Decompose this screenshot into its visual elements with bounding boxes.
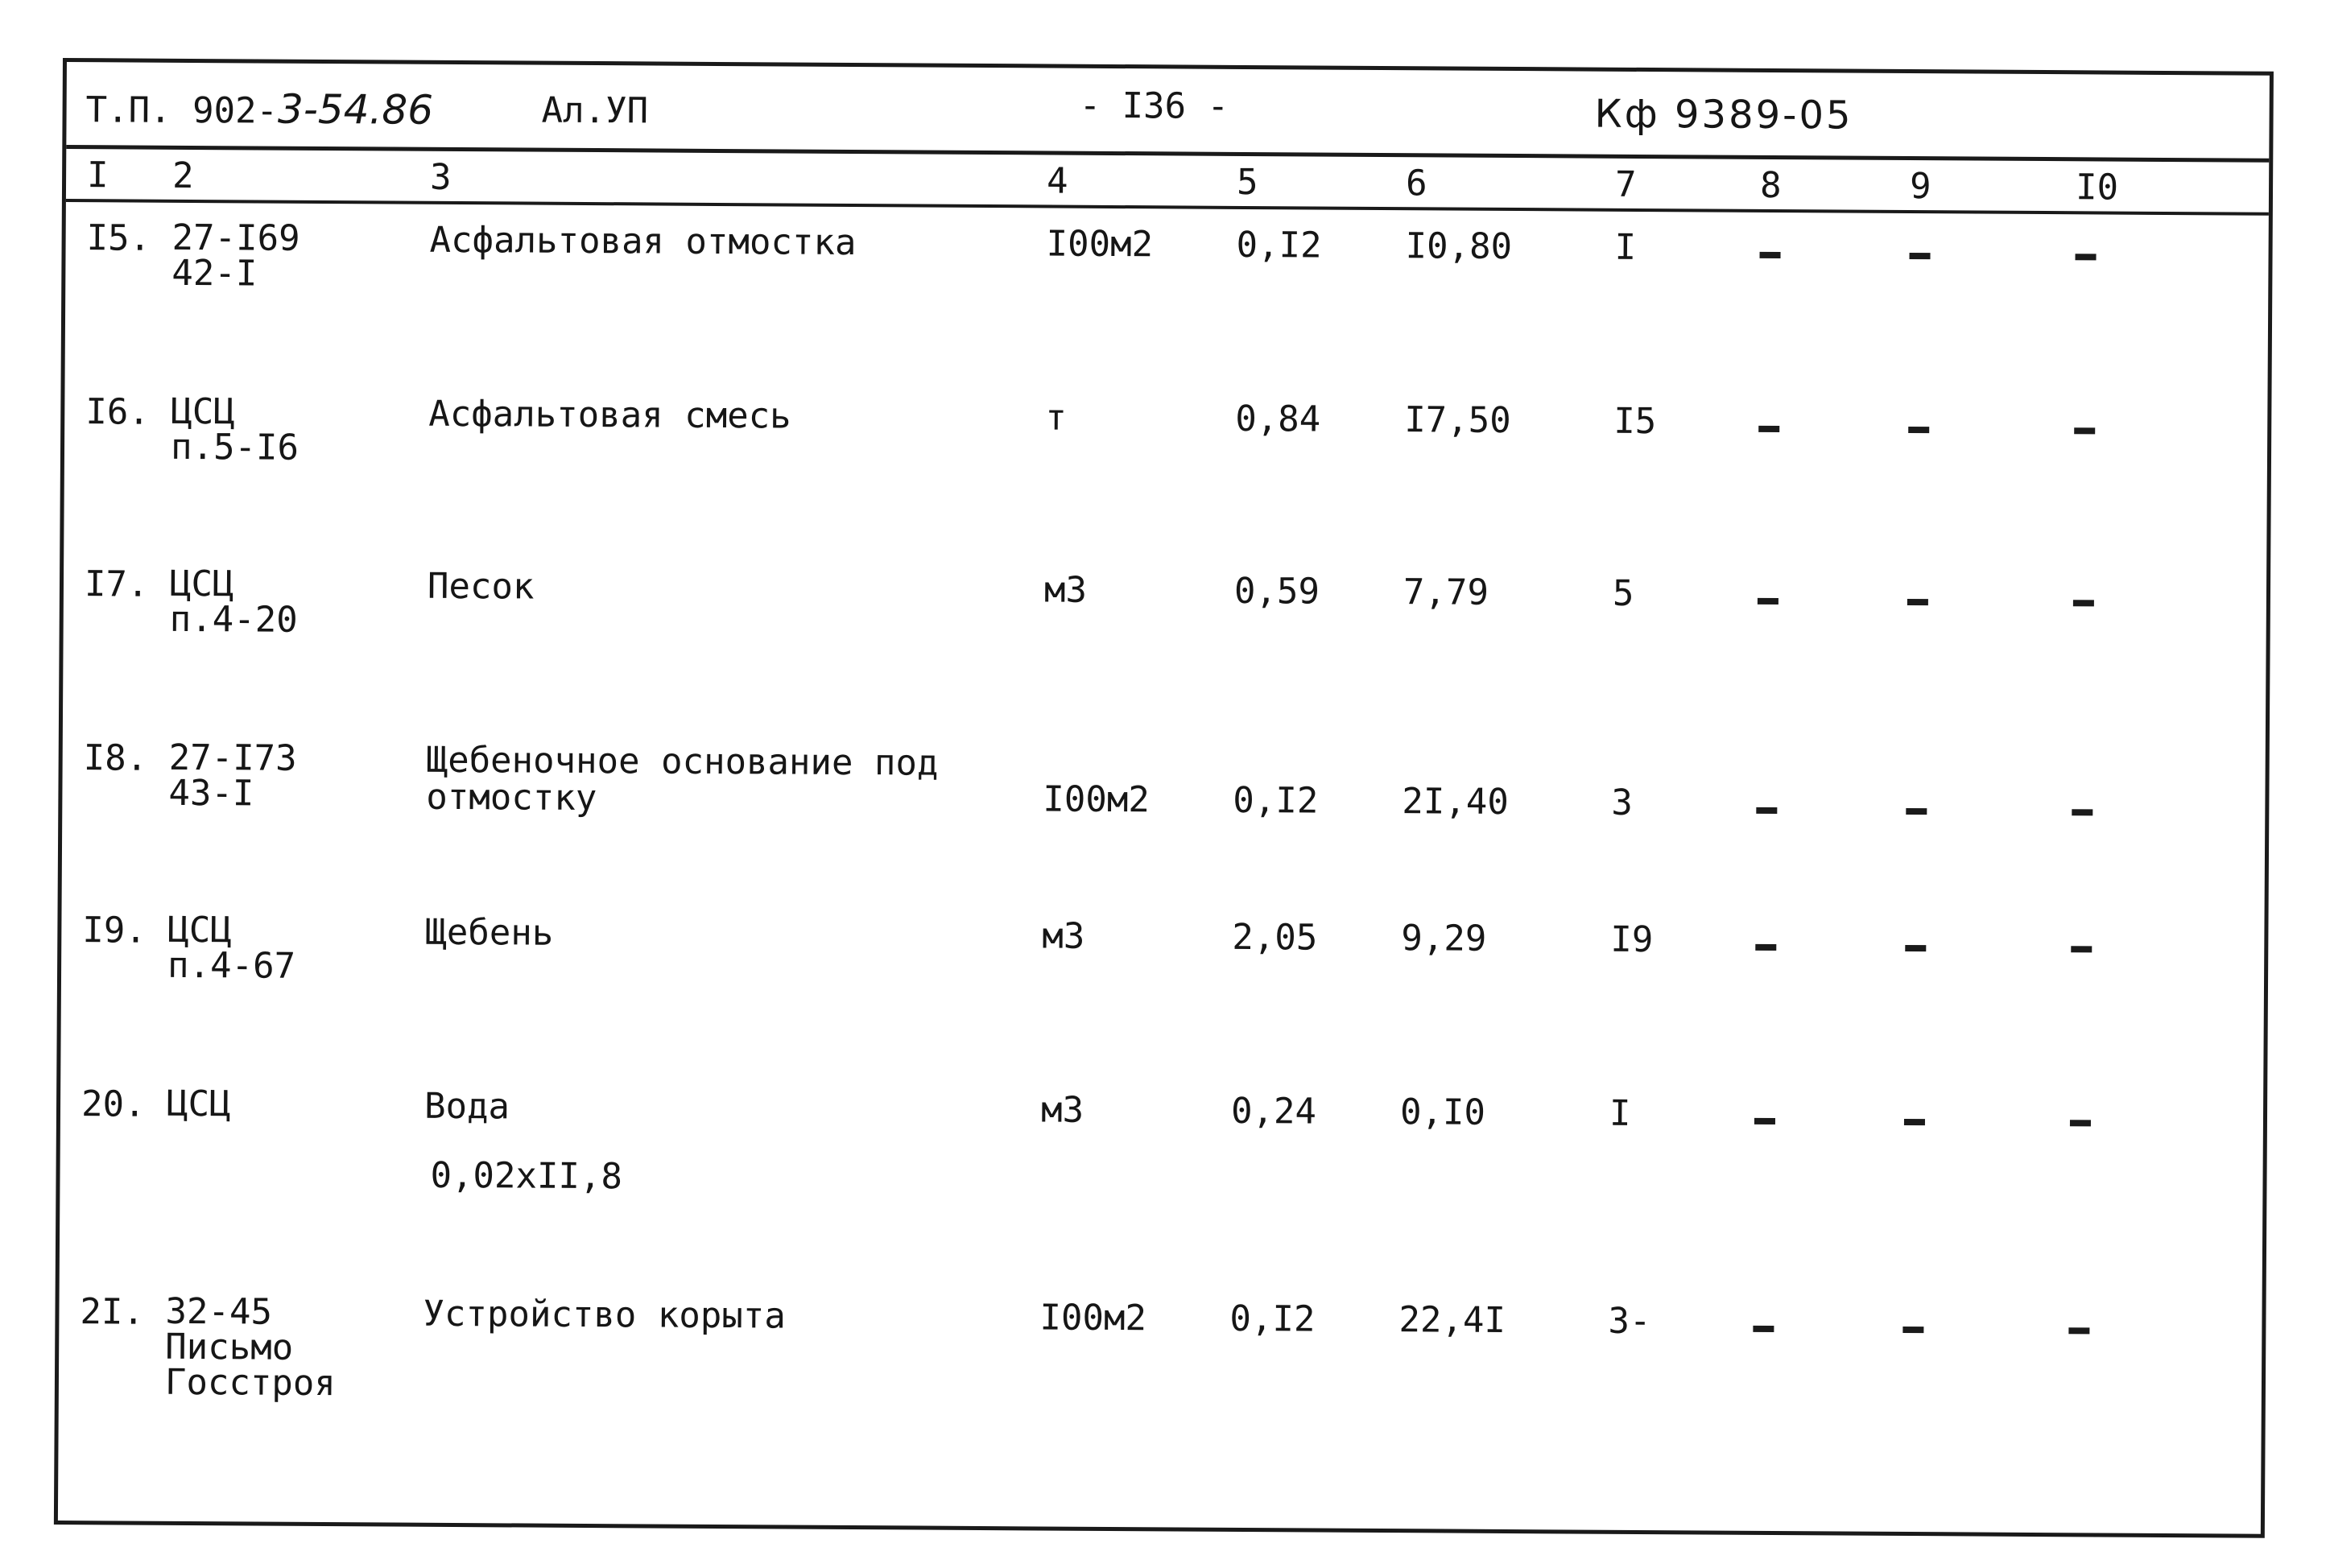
unit-price: 2I,40 <box>1402 781 1509 823</box>
dash-cell <box>2068 1310 2089 1347</box>
dash-cell <box>1755 927 1776 964</box>
work-description: Щебень <box>425 911 554 954</box>
norm-code: ЦСЦ п.5-I6 <box>170 390 300 468</box>
doc-prefix: Т.П. 902- <box>85 89 279 132</box>
row-number: 2I. <box>80 1291 145 1333</box>
unit-price: 22,4I <box>1398 1299 1506 1341</box>
dash-cell <box>1758 581 1778 618</box>
col7-value: I <box>1614 226 1637 268</box>
unit-price: 7,79 <box>1403 571 1489 613</box>
work-description: Асфальтовая отмостка <box>429 219 857 264</box>
dash-cell <box>1759 235 1780 272</box>
column-number: 7 <box>1614 163 1637 205</box>
row-number: I7. <box>84 563 149 605</box>
dash-cell <box>2073 583 2094 620</box>
quantity: 0,24 <box>1230 1090 1317 1133</box>
norm-code: 27-I69 42-I <box>171 217 300 295</box>
unit: I00м2 <box>1039 1297 1147 1339</box>
row-number: I8. <box>83 737 148 779</box>
unit: м3 <box>1043 569 1088 611</box>
row-number: I5. <box>86 217 151 259</box>
work-description: Асфальтовая смесь <box>428 393 791 437</box>
dash-cell <box>1906 791 1927 828</box>
dash-cell <box>1908 410 1929 447</box>
dash-cell <box>1754 1101 1775 1138</box>
column-number: 2 <box>171 155 194 196</box>
unit-price: I0,80 <box>1405 225 1513 267</box>
quantity: 2,05 <box>1232 916 1318 959</box>
unit-price: 0,I0 <box>1399 1091 1486 1133</box>
column-number: I <box>86 155 109 196</box>
norm-code: ЦСЦ <box>166 1083 231 1125</box>
album-label: Ал.УП <box>541 89 649 132</box>
dash-cell <box>1753 1309 1774 1346</box>
document-frame <box>54 58 2274 1538</box>
norm-code: 27-I73 43-I <box>168 737 297 815</box>
column-number: 8 <box>1759 164 1782 207</box>
unit: т <box>1045 397 1067 439</box>
work-description: Щебеночное основание под отмостку <box>426 739 939 819</box>
dash-cell <box>1907 582 1928 619</box>
dash-cell <box>2075 237 2096 274</box>
work-description: Вода <box>423 1085 510 1128</box>
col7-value: 3- <box>1608 1300 1651 1343</box>
work-description: Песок <box>427 565 535 608</box>
calc-note: 0,02хII,8 <box>430 1154 623 1198</box>
work-description: Устройство корыта <box>423 1293 786 1337</box>
unit-price: I7,50 <box>1404 399 1511 441</box>
quantity: 0,59 <box>1233 570 1320 613</box>
title-block <box>66 62 2270 163</box>
col7-value: I9 <box>1610 918 1654 961</box>
unit: м3 <box>1042 915 1085 957</box>
col7-value: 5 <box>1612 572 1634 614</box>
column-number: 9 <box>1909 166 1931 208</box>
quantity: 0,84 <box>1235 398 1321 440</box>
column-number: 5 <box>1236 161 1258 204</box>
dash-cell <box>1909 236 1930 273</box>
norm-code: 32-45 Письмо Госстроя <box>164 1290 337 1405</box>
quantity: 0,I2 <box>1233 779 1319 822</box>
dash-cell <box>1756 790 1777 827</box>
column-number: I0 <box>2075 167 2119 208</box>
norm-code: ЦСЦ п.4-67 <box>167 909 296 987</box>
column-number: 3 <box>429 156 452 198</box>
dash-cell <box>1758 409 1779 446</box>
archive-stamp: Кф 9389-05 <box>1594 91 1853 138</box>
dash-cell <box>1902 1310 1923 1347</box>
quantity: 0,I2 <box>1229 1298 1316 1340</box>
dash-cell <box>1905 928 1926 965</box>
dash-cell <box>2070 1103 2091 1140</box>
col7-value: 3 <box>1611 782 1634 823</box>
row-number: 20. <box>81 1083 146 1125</box>
quantity: 0,I2 <box>1236 224 1322 266</box>
dash-cell <box>2074 411 2095 448</box>
dash-cell <box>1904 1102 1925 1139</box>
dash-cell <box>2072 792 2092 829</box>
row-number: I6. <box>85 391 150 433</box>
col7-value: I <box>1609 1092 1631 1134</box>
norm-code: ЦСЦ п.4-20 <box>169 563 298 641</box>
doc-number <box>85 85 434 134</box>
col7-value: I5 <box>1613 400 1657 443</box>
unit: I00м2 <box>1046 223 1154 266</box>
row-number: I9. <box>82 910 147 951</box>
page-number: - I36 - <box>1079 85 1229 127</box>
unit: I00м2 <box>1043 778 1151 821</box>
doc-handwritten: 3-54.86 <box>277 85 434 134</box>
unit-price: 9,29 <box>1401 918 1487 959</box>
column-number: 6 <box>1405 163 1427 204</box>
unit: м3 <box>1040 1089 1084 1131</box>
column-number: 4 <box>1046 160 1068 202</box>
dash-cell <box>2071 929 2092 966</box>
